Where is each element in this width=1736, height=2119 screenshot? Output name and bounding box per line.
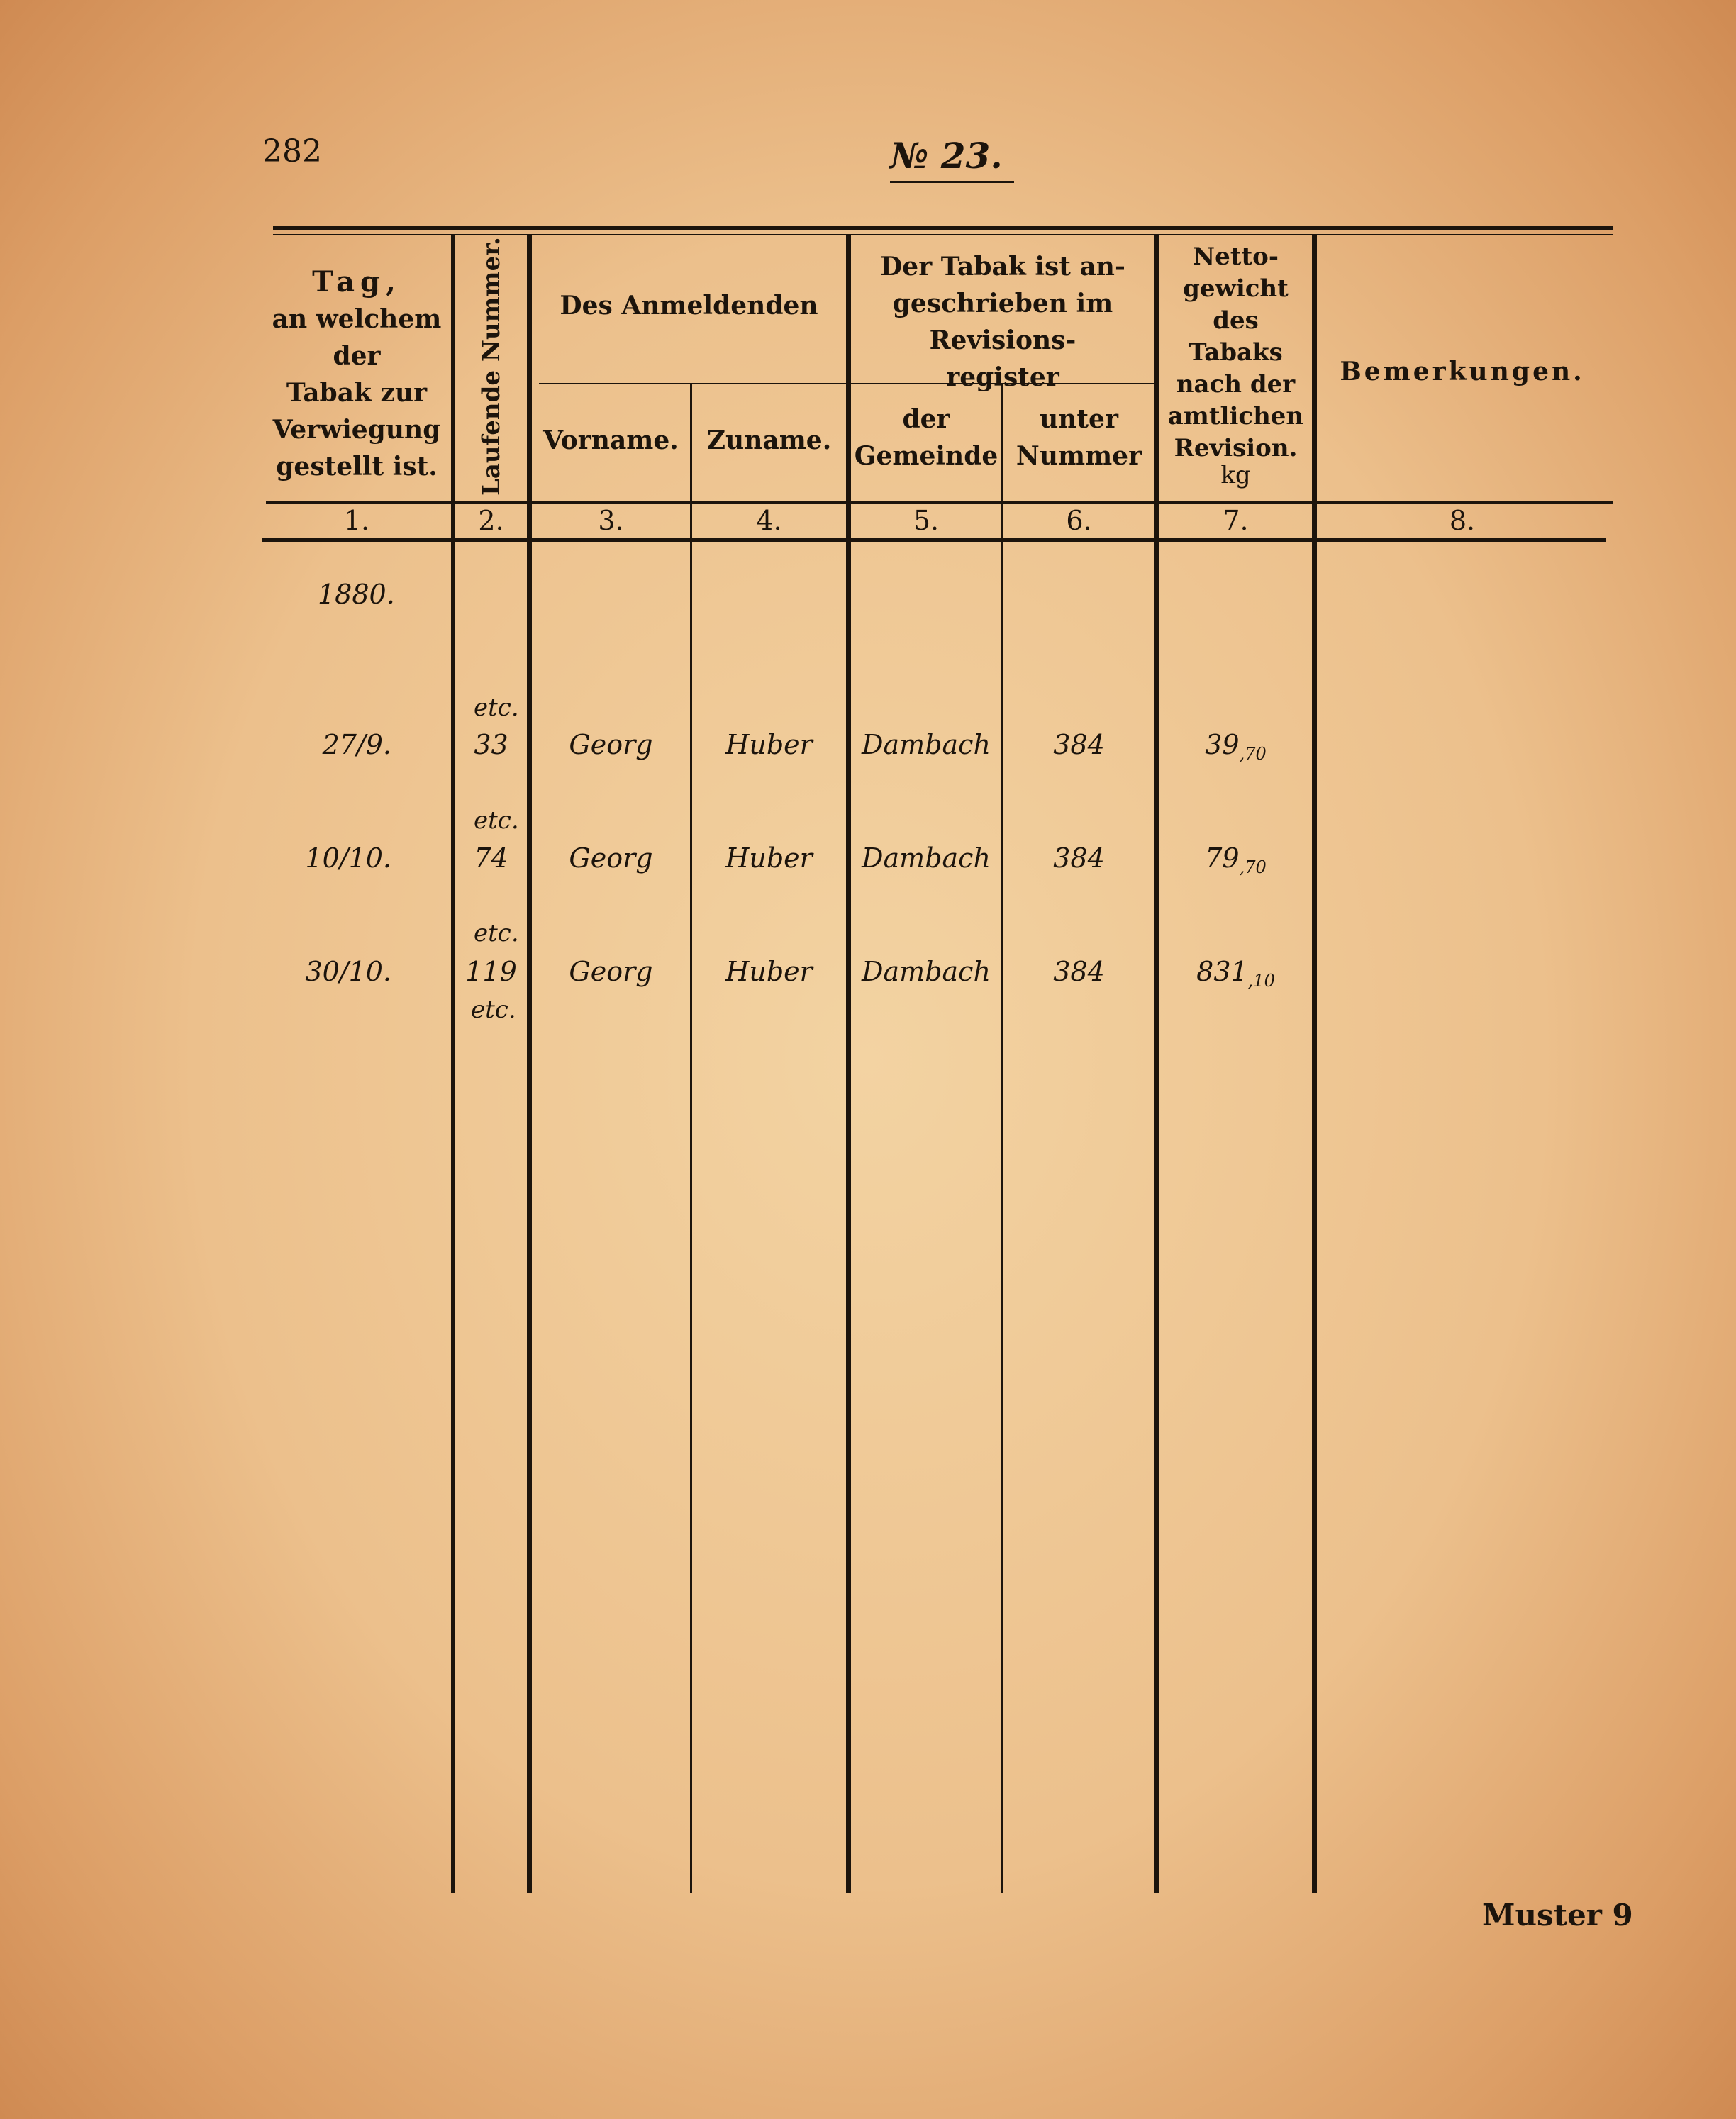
column-rule-4	[846, 234, 851, 1893]
cell-vorname: Georg	[569, 956, 653, 987]
column-number-6: 6.	[1066, 505, 1092, 536]
table-top-rule-thin	[273, 234, 1613, 235]
cell-register-nummer: 384	[1053, 729, 1105, 760]
etc-marker: etc.	[474, 806, 519, 835]
header-bemerkungen: Bemerkungen.	[1340, 357, 1585, 386]
cell-date: 30/10.	[305, 956, 391, 987]
header-unter-nummer: unter Nummer	[1016, 404, 1142, 471]
year-label: 1880.	[318, 579, 395, 610]
table-row	[264, 956, 1608, 991]
header-unit-kg: kg	[1220, 461, 1251, 489]
header-revisionsregister: Der Tabak ist an- geschrieben im Revisions- register	[880, 252, 1125, 392]
cell-register-nummer: 384	[1053, 842, 1105, 874]
table-row	[264, 729, 1608, 764]
title-underline	[890, 181, 1014, 183]
header-laufende-nummer: Laufende Nummer.	[477, 237, 506, 496]
cell-zuname: Huber	[725, 956, 813, 987]
column-number-2: 2.	[478, 505, 504, 536]
column-number-rule	[262, 538, 1606, 542]
column-number-5: 5.	[913, 505, 940, 536]
column-number-3: 3.	[598, 505, 624, 536]
cell-vorname: Georg	[569, 729, 653, 760]
header-bottom-rule	[266, 501, 1613, 504]
table-top-rule	[273, 226, 1613, 230]
column-number-7: 7.	[1223, 505, 1249, 536]
column-number-4: 4.	[756, 505, 782, 536]
cell-register-nummer: 384	[1053, 956, 1105, 987]
column-number-8: 8.	[1449, 505, 1476, 536]
document-title: № 23.	[890, 135, 1003, 177]
cell-gemeinde: Dambach	[862, 729, 991, 760]
cell-zuname: Huber	[725, 729, 813, 760]
header-gemeinde: der Gemeinde	[854, 404, 998, 471]
column-number-1: 1.	[343, 505, 370, 536]
etc-marker: etc.	[471, 996, 516, 1024]
cell-zuname: Huber	[725, 842, 813, 874]
column-rule-6	[1154, 234, 1159, 1893]
cell-nummer: 119	[465, 956, 517, 987]
cell-gemeinde: Dambach	[862, 956, 991, 987]
page-number: 282	[262, 133, 322, 169]
header-zuname: Zuname.	[706, 426, 832, 455]
footer-muster: Muster 9	[1482, 1898, 1633, 1932]
etc-marker: etc.	[474, 919, 519, 947]
header-des-anmeldenden: Des Anmeldenden	[560, 291, 818, 321]
cell-nummer: 33	[474, 729, 508, 760]
etc-marker: etc.	[474, 694, 519, 722]
cell-date: 27/9.	[322, 729, 391, 760]
header-laufende-nummer-cell	[455, 237, 527, 501]
header-vorname: Vorname.	[543, 426, 679, 455]
cell-gemeinde: Dambach	[862, 842, 991, 874]
table-row	[264, 842, 1608, 878]
group-anmeldenden-rule	[539, 383, 847, 384]
cell-vorname: Georg	[569, 842, 653, 874]
column-rule-7	[1312, 234, 1317, 1893]
column-rule-3	[690, 383, 692, 1893]
cell-nettogewicht: $79_{,70}$	[1205, 842, 1267, 877]
column-rule-2	[527, 234, 532, 1893]
cell-date: 10/10.	[305, 842, 391, 874]
cell-nummer: 74	[474, 842, 508, 874]
header-nettogewicht: Netto- gewicht des Tabaks nach der amtlichen Revision. kg	[1159, 241, 1312, 486]
column-rule-5	[1001, 383, 1003, 1893]
cell-nettogewicht: $39_{,70}$	[1205, 729, 1267, 764]
cell-nettogewicht: $831_{,10}$	[1196, 956, 1275, 991]
header-tag: Tag, an welchem der Tabak zur Verwiegung gestellt ist.	[272, 265, 442, 482]
